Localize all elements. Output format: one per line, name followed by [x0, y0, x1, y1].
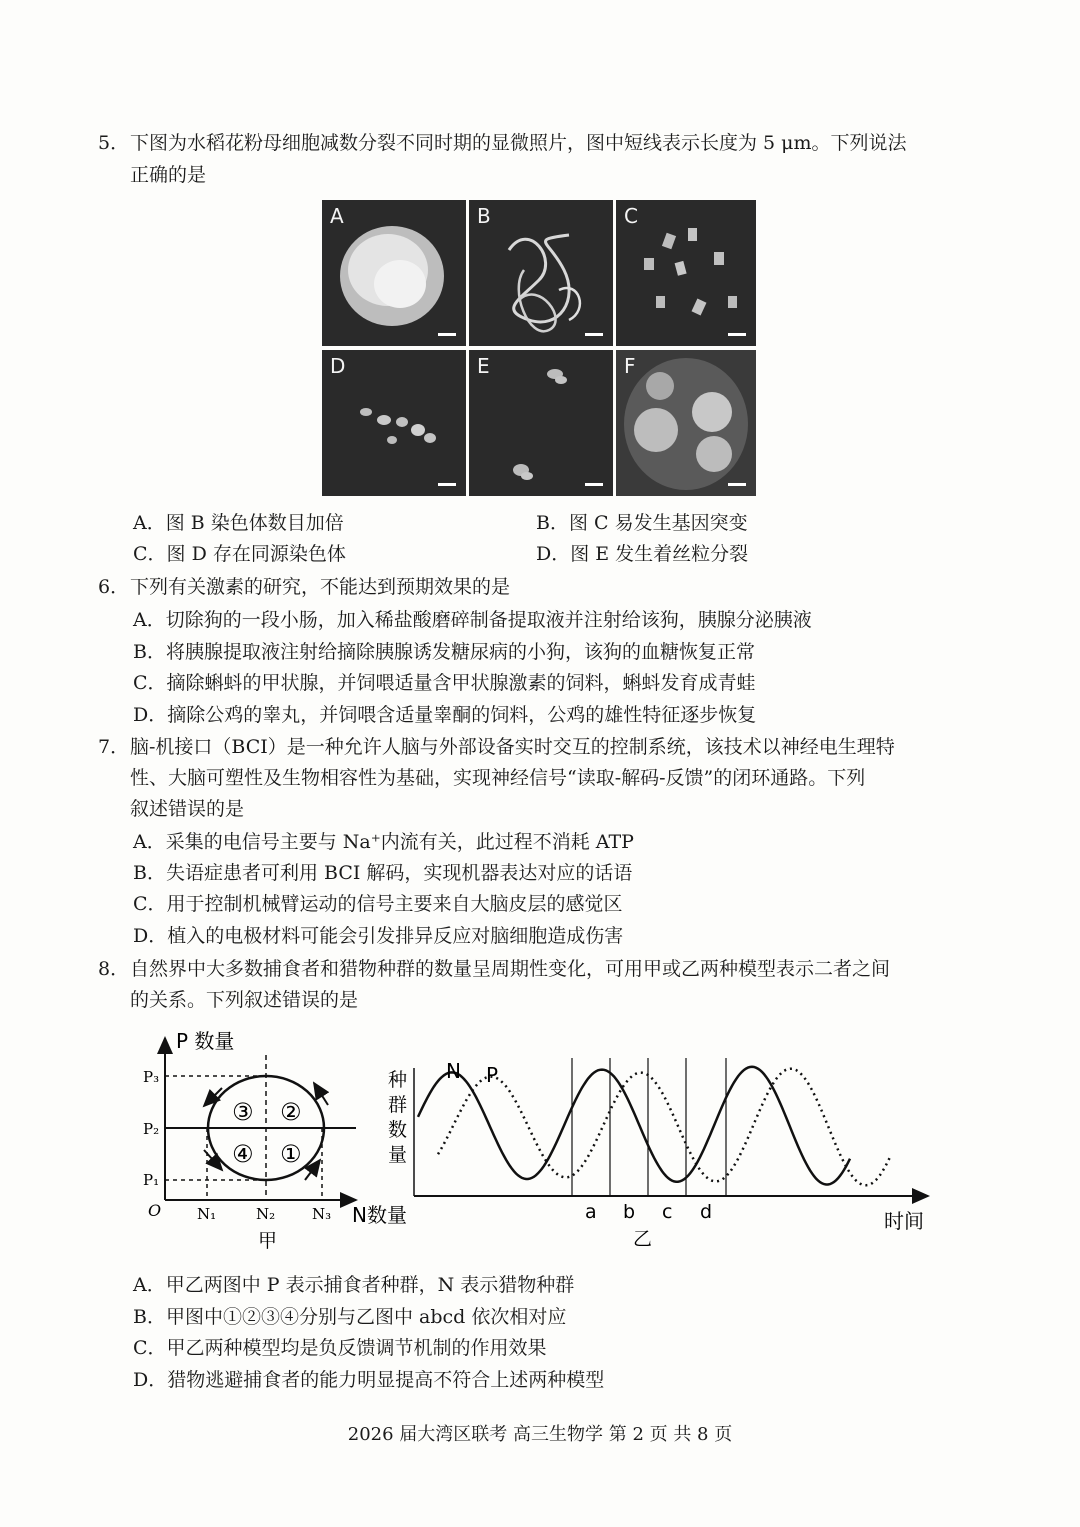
jia-tick-p2: P₂ [143, 1120, 160, 1138]
q7-option-c: C．用于控制机械臂运动的信号主要来自大脑皮层的感觉区 [133, 893, 623, 915]
micrograph-c [616, 200, 756, 346]
panel-label: C [624, 204, 638, 228]
q6-option-c: C．摘除蝌蚪的甲状腺，并饲喂适量含甲状腺激素的饲料，蝌蚪发育成青蛙 [133, 672, 756, 694]
yi-mark-a: a [585, 1201, 597, 1223]
yi-curve-n [418, 1067, 850, 1185]
q6-option-d: D．摘除公鸡的睾丸，并饲喂含适量睾酮的饲料，公鸡的雄性特征逐步恢复 [133, 704, 757, 726]
panel-label: F [624, 354, 636, 378]
yi-curve-p [438, 1069, 890, 1186]
q7-option-b: B．失语症患者可利用 BCI 解码，实现机器表达对应的话语 [133, 862, 633, 884]
q5-stem-line2: 正确的是 [130, 164, 207, 186]
jia-y-label: P 数量 [176, 1029, 235, 1053]
jia-arrow-left [204, 1088, 222, 1106]
panel-label: A [330, 204, 344, 228]
yi-curve-n-label: N [446, 1059, 461, 1083]
scale-bar [585, 333, 603, 336]
q7-stem-line1: 脑-机接口（BCI）是一种允许人脑与外部设备实时交互的控制系统，该技术以神经电生理特 [130, 736, 895, 758]
q7-stem-line3: 叙述错误的是 [130, 798, 245, 820]
panel-label: D [330, 354, 346, 378]
q7-option-a: A．采集的电信号主要与 Na⁺内流有关，此过程不消耗 ATP [133, 831, 634, 853]
q5-option-a: A．图 B 染色体数目加倍 [133, 512, 344, 534]
yi-y-label-4: 量 [388, 1144, 408, 1166]
q5-stem-line1: 下图为水稻花粉母细胞减数分裂不同时期的显微照片，图中短线表示长度为 5 μm。下列说法 [130, 132, 907, 154]
yi-mark-d: d [700, 1201, 713, 1223]
jia-tick-p1: P₁ [143, 1171, 160, 1189]
micrograph-a [322, 200, 466, 346]
jia-tick-n1: N₁ [197, 1205, 217, 1223]
micrograph-e-image [469, 350, 613, 496]
q8-option-c: C．甲乙两种模型均是负反馈调节机制的作用效果 [133, 1337, 547, 1359]
jia-tick-p3: P₃ [143, 1068, 160, 1086]
jia-cycle [208, 1076, 324, 1180]
yi-x-label: 时间 [884, 1209, 924, 1233]
yi-caption: 乙 [633, 1228, 653, 1250]
scale-bar [728, 333, 746, 336]
q7-number: 7． [98, 736, 130, 758]
scale-bar [585, 483, 603, 486]
micrograph-grid [322, 200, 756, 496]
jia-x-label: N数量 [352, 1203, 407, 1227]
jia-quadrant-4: ④ [232, 1140, 254, 1168]
jia-tick-n3: N₃ [312, 1205, 332, 1223]
micrograph-f-image [616, 350, 756, 496]
jia-arrow-up [314, 1083, 328, 1105]
q8-option-d: D．猎物逃避捕食者的能力明显提高不符合上述两种模型 [133, 1369, 605, 1391]
micrograph-e [469, 350, 613, 496]
yi-y-label-2: 群 [388, 1094, 408, 1116]
q7-stem-line2: 性、大脑可塑性及生物相容性为基础，实现神经信号“读取-解码-反馈”的闭环通路。下列 [130, 767, 866, 789]
q8-stem-line2: 的关系。下列叙述错误的是 [130, 989, 359, 1011]
micrograph-f [616, 350, 756, 496]
jia-tick-n2: N₂ [256, 1205, 276, 1223]
yi-y-label-1: 种 [388, 1069, 408, 1091]
jia-caption: 甲 [258, 1230, 278, 1252]
q6-option-b: B．将胰腺提取液注射给摘除胰腺诱发糖尿病的小狗，该狗的血糖恢复正常 [133, 641, 755, 663]
yi-mark-b: b [623, 1201, 636, 1223]
q6-number: 6． [98, 576, 130, 598]
micrograph-d [322, 350, 466, 496]
scale-bar [438, 333, 456, 336]
q5-option-b: B．图 C 易发生基因突变 [536, 512, 748, 534]
panel-label: E [477, 354, 490, 378]
figure-jia [143, 1029, 407, 1252]
jia-arrow-down [204, 1150, 222, 1170]
q8-option-a: A．甲乙两图中 P 表示捕食者种群，N 表示猎物种群 [133, 1274, 575, 1296]
scale-bar [728, 483, 746, 486]
q8-number: 8． [98, 958, 130, 980]
jia-quadrant-3: ③ [232, 1098, 254, 1126]
yi-curve-p-label: P [486, 1063, 499, 1087]
yi-mark-c: c [662, 1201, 673, 1223]
q8-option-b: B．甲图中①②③④分别与乙图中 abcd 依次相对应 [133, 1306, 567, 1328]
scale-bar [438, 483, 456, 486]
q5-option-d: D．图 E 发生着丝粒分裂 [536, 543, 749, 565]
jia-quadrant-1: ① [280, 1140, 302, 1168]
jia-arrow-right [305, 1160, 320, 1180]
q7-option-d: D．植入的电极材料可能会引发排异反应对脑细胞造成伤害 [133, 925, 624, 947]
q8-stem-line1: 自然界中大多数捕食者和猎物种群的数量呈周期性变化，可用甲或乙两种模型表示二者之间 [130, 958, 891, 980]
q5-option-c: C．图 D 存在同源染色体 [133, 543, 346, 565]
q6-stem: 下列有关激素的研究，不能达到预期效果的是 [130, 576, 511, 598]
micrograph-b [469, 200, 613, 346]
q5-number: 5． [98, 132, 130, 154]
jia-quadrant-2: ② [280, 1098, 302, 1126]
yi-y-label-3: 数 [388, 1119, 408, 1141]
panel-label: B [477, 204, 491, 228]
page-footer: 2026 届大湾区联考 高三生物学 第 2 页 共 8 页 [347, 1424, 733, 1445]
figure-yi [388, 1058, 928, 1250]
jia-origin: O [148, 1201, 162, 1220]
q6-option-a: A．切除狗的一段小肠，加入稀盐酸磨碎制备提取液并注射给该狗，胰腺分泌胰液 [133, 609, 812, 631]
